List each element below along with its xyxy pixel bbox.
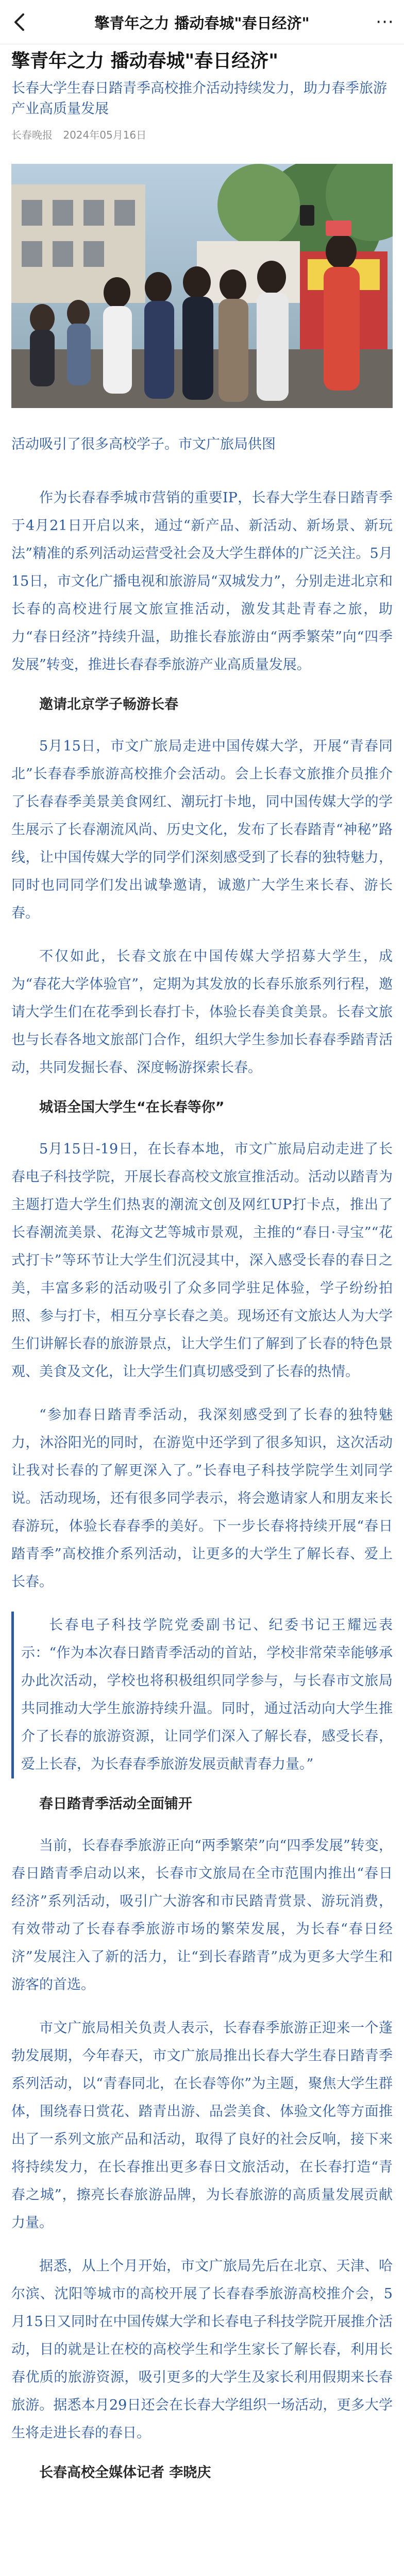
article-meta — [11, 127, 393, 142]
paragraph: “参加春日踏青季活动，我深刻感受到了长春的独特魅力，沐浴阳光的同时，在游览中还学到了很多知识，这次活动让我对长春的了解更深入了。”长春电子科技学院学生刘同学说。活动现场，还有很多同学表示，将会邀请家人和朋友来长春游玩，体验长春春季的美好。下一步长春将持续开展“春日踏青季”高校推介系列活动，让更多的大学生了解长春、爱上长春。 — [11, 1407, 393, 1590]
paragraph: 市文广旅局相关负责人表示，长春春季旅游正迎来一个蓬勃发展期，今年春天，市文广旅局推出长春大学生春日踏青季系列活动，以“青春同北，在长春等你”为主题，聚焦大学生群体，围绕春日赏花、踏青出游、品尝美食、体验文化等方面推出了一系列文旅产品和活动，取得了良好的社会反响，接下来将持续发力，在长春推出更多春日文旅活动，在长春打造“青春之城”，擦亮长春旅游品牌，为长春旅游的高质量发展贡献力量。 — [11, 2020, 393, 2231]
crowd-photo-illustration — [11, 164, 393, 408]
paragraph: 据悉，从上个月开始，市文广旅局先后在北京、天津、哈尔滨、沈阳等城市的高校开展了长春春季旅游高校推介会，5月15日又同时在中国传媒大学和长春电子科技学院开展推介活动，目的就是让在校的高校学生和学生家长了解长春，利用长春优质的旅游资源，吸引更多的大学生及家长利用假期来长春旅游。据悉本月29日还会在长春大学组织一场活动，更多大学生将走进长春的春日。 — [11, 2258, 393, 2441]
section-heading: 长春高校全媒体记者 李晓庆 — [39, 2465, 211, 2481]
section-heading: 城语全国大学生“在长春等你” — [39, 1099, 225, 1115]
page-title: 擎青年之力 播动春城"春日经济" — [94, 14, 310, 32]
more-menu-button[interactable]: ··· — [376, 12, 394, 32]
quote-block: 长春电子科技学院党委副书记、纪委书记王耀远表示：“作为本次春日踏青季活动的首站，学校非常荣幸能够承办此次活动，学校也将积极组织同学参与，与长春市文旅局共同推动大学生旅游持续升温。同时，通过活动向大学生推介了长春的旅游资源，让同学们深入了解长春，感受长春，爱上长春，为长春春季旅游发展贡献青春力量。” — [11, 1612, 393, 1778]
section-heading: 春日踏青季活动全面铺开 — [39, 1796, 192, 1812]
paragraph: 当前，长春春季旅游正向“两季繁荣”向“四季发展”转变，春日踏青季启动以来，长春市文旅局在全市范围内推出“春日经济”系列活动，吸引广大游客和市民踏青赏景、游玩消费，有效带动了长春春季旅游市场的繁荣发展，为长春“春日经济”发展注入了新的活力，让“到长春踏青”成为更多大学生和游客的首选。 — [11, 1838, 393, 1993]
paragraph: 5月15日-19日，在长春本地，市文广旅局启动走进了长春电子科技学院，开展长春高校文旅宣推活动。活动以踏青为主题打造大学生们热衷的潮流文创及网红UP打卡点，推出了长春潮流美景、花海文艺等城市景观，主推的“春日·寻宝”“花式打卡”等环节让大学生们沉浸其中，深入感受长春的春日之美，丰富多彩的活动吸引了众多同学驻足体验，学子纷纷拍照、参与打卡，相互分享长春之美。现场还有文旅达人为大学生们讲解长春的旅游景点，让大学生们了解到了长春的特色景观、美食及文化，让大学生们真切感受到了长春的热情。 — [11, 1141, 393, 1380]
paragraph: 作为长春春季城市营销的重要IP，长春大学生春日踏青季于4月21日开启以来，通过“新产品、新活动、新场景、新玩法”精准的系列活动运营受社会及大学生群体的广泛关注。5月15日，市文化广播电视和旅游局“双城发力”，分别走进北京和长春的高校进行展文旅宣推活动，激发其赴青春之旅，助力“春日经济”持续升温，助推长春旅游由“两季繁荣”向“四季发展”转变，推进长春春季旅游产业高质量发展。 — [11, 490, 393, 673]
paragraph: 不仅如此，长春文旅在中国传媒大学招募大学生，成为“春花大学体验官”，定期为其发放的长春乐旅系列行程，邀请大学生们在花季到长春打卡，体验长春美食美景。长春文旅也与长春各地文旅部门合作，组织大学生参加长春春季踏青活动，共同发掘长春、深度畅游探索长春。 — [11, 948, 393, 1076]
article-body — [11, 484, 393, 2501]
article-headline: 擎青年之力 播动春城"春日经济" — [11, 50, 279, 72]
hero-photo[interactable] — [11, 164, 393, 408]
chevron-left-icon — [13, 13, 25, 31]
article-source: 长春晚报 — [11, 129, 53, 141]
section-heading: 邀请北京学子畅游长春 — [39, 697, 178, 713]
top-nav-bar — [0, 0, 404, 44]
article-date: 2024年05月16日 — [63, 129, 147, 141]
photo-caption: 活动吸引了很多高校学子。市文广旅局供图 — [11, 436, 276, 452]
article-subtitle: 长春大学生春日踏青季高校推介活动持续发力，助力春季旅游产业高质量发展 — [11, 80, 387, 117]
back-button[interactable] — [6, 9, 32, 35]
paragraph: 5月15日，市文广旅局走进中国传媒大学，开展“青春同北”长春春季旅游高校推介会活动。会上长春文旅推介员推介了长春春季美景美食网红、潮玩打卡地，同中国传媒大学的学生展示了长春潮流风尚、历史文化，发布了长春踏青“神秘”路线，让中国传媒大学的同学们深刻感受到了长春的独特魅力，同时也同同学们发出诚挚邀请，诚邀广大学生来长春、游长春。 — [11, 738, 393, 921]
article-header — [11, 48, 393, 142]
